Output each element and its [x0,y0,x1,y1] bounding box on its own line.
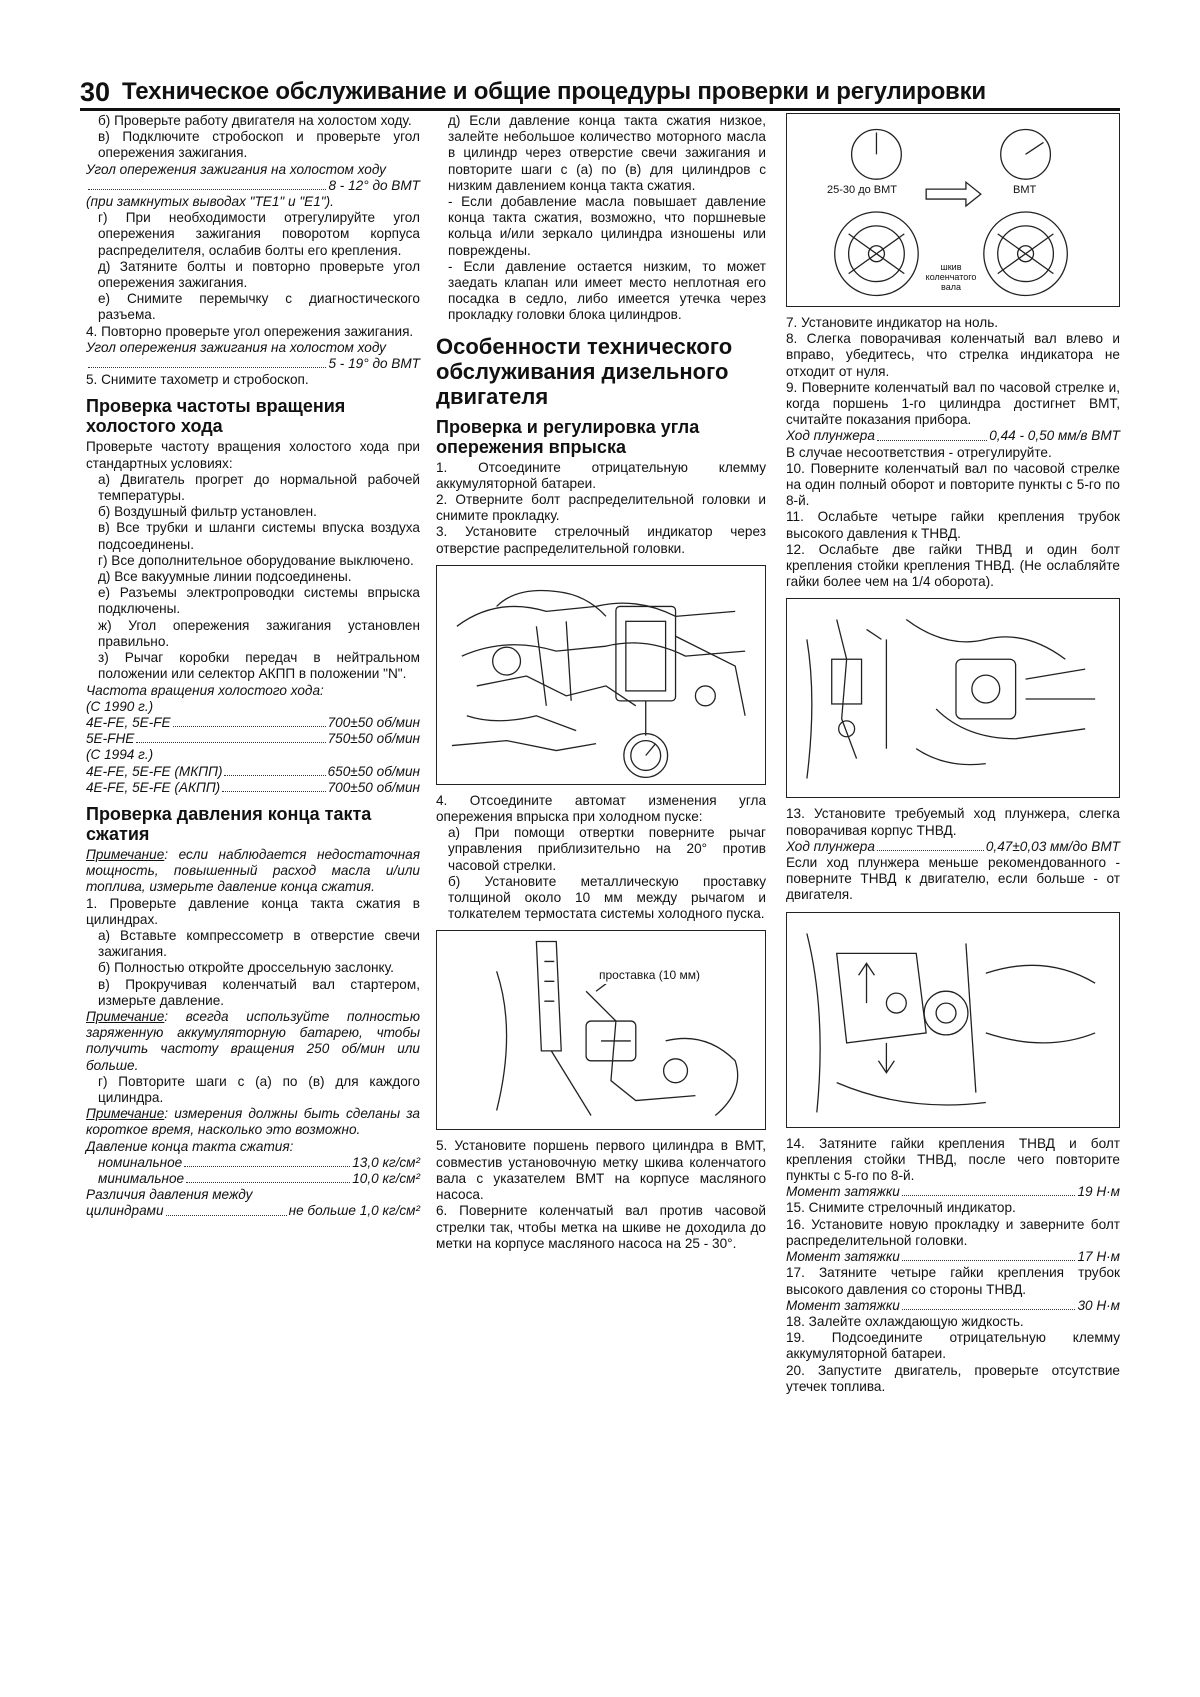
paragraph: 4. Отсоедините автомат изменения угла опережения впрыска при холодном пуске: [436,792,766,825]
spec-value: 5 - 19° до ВМТ [328,356,420,372]
spec-ignition-2 [86,340,420,372]
spec-value: не больше 1,0 кг/см² [288,1203,420,1219]
section-heading-idle: Проверка частоты вращения холостого хода [86,396,346,437]
spec-title: Частота вращения холостого хода: [86,682,324,698]
spec-title: Различия давления между [86,1187,253,1203]
note-text: : измерения должны быть сделаны за короткое время, насколько это возможно. [86,1106,420,1138]
page-title: Техническое обслуживание и общие процедуры проверки и регулировки [122,78,986,105]
paragraph: 11. Ослабьте четыре гайки крепления трубок высокого давления к ТНВД. [786,509,1120,541]
spec-label: 4E-FE, 5E-FE (МКПП) [86,763,223,779]
spec-value: 13,0 кг/см² [352,1154,420,1170]
torque-spec-1 [786,1184,1120,1200]
paragraph: б) Проверьте работу двигателя на холостом ходу. [98,113,412,128]
spec-value: 700±50 об/мин [327,714,420,730]
figure-label-btdc: 25-30 до ВМТ [827,184,898,196]
paragraph: 15. Снимите стрелочный индикатор. [786,1200,1016,1216]
spec-value: 0,47±0,03 мм/до ВМТ [985,838,1120,854]
note-label: Примечание [86,1008,165,1024]
paragraph: б) Установите металлическую проставку толщиной около 10 мм между рычагом и толкателем термостата системы холодного пуска. [448,873,766,922]
spec-label: 5E-FHE [86,731,135,747]
paragraph: 20. Запустите двигатель, проверьте отсутствие утечек топлива. [786,1362,1120,1394]
paragraph: 9. Поверните коленчатый вал по часовой стрелке и, когда поршень 1-го цилиндра достигнет ВМТ, считайте показания прибора. [786,379,1120,428]
spec-label: минимальное [98,1170,185,1186]
figure-spacer [436,930,766,1130]
figure-label-tdc: ВМТ [1013,184,1037,196]
paragraph: В случае несоответствия - отрегулируйте. [786,444,1052,460]
compression-spec [86,1139,420,1220]
column-1 [86,113,420,1220]
paragraph: 6. Поверните коленчатый вал против часовой стрелки так, чтобы метка на шкиве не доходила до метки на корпусе масляного насоса на 25 - 30°. [436,1203,766,1251]
list-item: е) Разъемы электропроводки системы впрыска подключены. [98,585,420,617]
spec-label: 4E-FE, 5E-FE (АКПП) [86,779,221,795]
figure-pump-nuts [786,598,1120,798]
spec-year: (С 1994 г.) [86,747,154,763]
spec-label: Момент затяжки [786,1249,900,1265]
spec-value: 30 Н·м [1077,1297,1120,1313]
paragraph: 5. Установите поршень первого цилиндра в ВМТ, совместив установочную метку шкива коленчатого вала с указателем ВМТ на корпусе масляного насоса. [436,1138,766,1203]
column-2 [436,113,766,1252]
note-text: : если наблюдается недостаточная мощность, повышенный расход масла и/или топлива, измерьте давление конца сжатия. [86,846,420,895]
torque-spec-3 [786,1298,1120,1314]
section-heading-injection: Проверка и регулировка угла опережения впрыска [436,416,700,457]
paragraph: 5. Снимите тахометр и стробоскоп. [86,372,309,388]
paragraph: - Если добавление масла повышает давление конца такта сжатия, возможно, что поршневые кольца и/или зеркало цилиндра изношены или повреждены. [448,194,766,258]
figure-pump-rotation [786,912,1120,1128]
page-header [80,70,1120,111]
paragraph: 1. Отсоедините отрицательную клемму аккумуляторной батареи. [436,459,766,491]
list-item: г) Все дополнительное оборудование выключено. [98,552,414,568]
page-number: 30 [80,77,111,107]
spec-label: цилиндрами [86,1203,164,1219]
engine-illustration [437,566,765,784]
spec-label: Ход плунжера [786,428,875,444]
pump-rotation-illustration [787,913,1119,1127]
spec-value: 10,0 кг/см² [352,1170,420,1186]
paragraph: Проверьте частоту вращения холостого хода при стандартных условиях: [86,439,420,471]
paragraph: д) Если давление конца такта сжатия низкое, залейте небольшое количество моторного масла в цилиндр через отверстие свечи зажигания и повторите шаги с (а) по (в) для цилиндров с низким давлением конца такта сжатия. [448,113,766,193]
figure-pulley-marks [786,113,1120,307]
paragraph: 1. Проверьте давление конца такта сжатия в цилиндрах. [86,895,420,927]
spec-label: номинальное [98,1154,183,1170]
paragraph: 3. Установите стрелочный индикатор через отверстие распределительной головки. [436,524,766,556]
list-item: б) Воздушный фильтр установлен. [98,504,317,520]
spec-label: Момент затяжки [786,1297,900,1313]
spec-label: 4E-FE, 5E-FE [86,714,171,730]
paragraph: 8. Слегка поворачивая коленчатый вал влево и вправо, убедитесь, что стрелка индикатора не отходит от нуля. [786,331,1120,379]
spec-year: (С 1990 г.) [86,698,154,714]
column-3 [786,113,1120,1395]
spec-label: Угол опережения зажигания на холостом ходу [86,339,386,355]
list-item: з) Рычаг коробки передач в нейтральном положении или селектор АКПП в положении "N". [98,650,420,682]
pump-illustration [787,599,1119,797]
spec-label: Ход плунжера [786,838,875,854]
paragraph: г) Повторите шаги с (а) по (в) для каждого цилиндра. [98,1073,420,1105]
torque-spec-2 [786,1249,1120,1265]
spec-value: 750±50 об/мин [327,731,420,747]
note-label: Примечание [86,1106,165,1122]
paragraph: в) Прокручивая коленчатый вал стартером, измерьте давление. [98,976,420,1008]
list-item: в) Все трубки и шланги системы впуска воздуха подсоединены. [98,520,420,552]
paragraph: 16. Установите новую прокладку и заверните болт распределительной головки. [786,1216,1120,1248]
section-heading-compression: Проверка давления конца такта сжатия [86,803,372,844]
paragraph: 17. Затяните четыре гайки крепления трубок высокого давления со стороны ТНВД. [786,1265,1120,1297]
spec-label: Угол опережения зажигания на холостом ходу [86,161,386,177]
figure-label-spacer: проставка (10 мм) [599,968,700,983]
paragraph: 12. Ослабьте две гайки ТНВД и один болт крепления стойки крепления ТНВД. (Не ослабляйте гайки более чем на 1/4 оборота). [786,541,1120,590]
spec-label: Момент затяжки [786,1184,900,1200]
figure-dial-indicator [436,565,766,785]
list-item: а) Двигатель прогрет до нормальной рабочей температуры. [98,471,420,504]
paragraph: 4. Повторно проверьте угол опережения зажигания. [86,323,414,339]
note-label: Примечание [86,846,165,862]
spec-title: Давление конца такта сжатия: [86,1138,294,1154]
spec-plunger-2 [786,839,1120,855]
spec-ignition-1 [86,162,420,211]
note [86,847,420,896]
spec-value: 700±50 об/мин [327,779,420,795]
paragraph: а) Вставьте компрессометр в отверстие свечи зажигания. [98,927,420,960]
note-text: : всегда используйте полностью заряженную аккумуляторную батарею, чтобы получить частоту вращения 250 об/мин или больше. [86,1008,420,1073]
spec-plunger-1 [786,428,1120,444]
paragraph: е) Снимите перемычку с диагностического разъема. [98,291,420,323]
paragraph: г) При необходимости отрегулируйте угол опережения зажигания поворотом корпуса распределителя, ослабив болты его крепления. [98,210,420,258]
paragraph: - Если давление остается низким, то может заедать клапан или имеет место неплотная его посадка в седло, либо имеется утечка через прокладку головки блока цилиндров. [448,258,766,323]
list-item: д) Все вакуумные линии подсоединены. [98,569,352,585]
spec-value: 0,44 - 0,50 мм/в ВМТ [989,428,1120,444]
spec-value: 17 Н·м [1077,1249,1120,1265]
paragraph: Если ход плунжера меньше рекомендованного - поверните ТНВД к двигателю, если больше - от двигателя. [786,855,1120,903]
spec-value: 650±50 об/мин [327,763,420,779]
spacer-illustration [437,931,765,1129]
spec-value: 8 - 12° до ВМТ [328,177,420,193]
idle-speed-spec [86,683,420,796]
paragraph: 2. Отверните болт распределительной головки и снимите прокладку. [436,492,766,524]
paragraph: 7. Установите индикатор на ноль. [786,315,999,330]
figure-label-pulley: шкив коленчатого вала [925,262,977,292]
paragraph: 18. Залейте охлаждающую жидкость. [786,1313,1024,1329]
note [86,1009,420,1074]
chapter-heading-diesel: Особенности технического обслуживания дизельного двигателя [436,333,733,409]
spec-value: 19 Н·м [1077,1184,1120,1200]
list-item: ж) Угол опережения зажигания установлен правильно. [98,617,420,649]
paragraph: 10. Поверните коленчатый вал по часовой стрелке на один полный оборот и повторите пункты с 5-го по 8-й. [786,460,1120,509]
paragraph: 14. Затяните гайки крепления ТНВД и болт крепления стойки ТНВД, после чего повторите пункты с 5-го по 8-й. [786,1135,1120,1184]
paragraph: д) Затяните болты и повторно проверьте угол опережения зажигания. [98,258,420,291]
paragraph: в) Подключите стробоскоп и проверьте угол опережения зажигания. [98,129,420,161]
paragraph: 13. Установите требуемый ход плунжера, слегка поворачивая корпус ТНВД. [786,806,1120,838]
paragraph: 19. Подсоедините отрицательную клемму аккумуляторной батареи. [786,1330,1120,1362]
note [86,1106,420,1138]
paragraph: а) При помощи отвертки поверните рычаг управления приблизительно на 20° против часовой стрелки. [448,825,766,873]
spec-note: (при замкнутых выводах "TE1" и "E1"). [86,194,334,210]
paragraph: б) Полностью откройте дроссельную заслонку. [98,960,394,976]
